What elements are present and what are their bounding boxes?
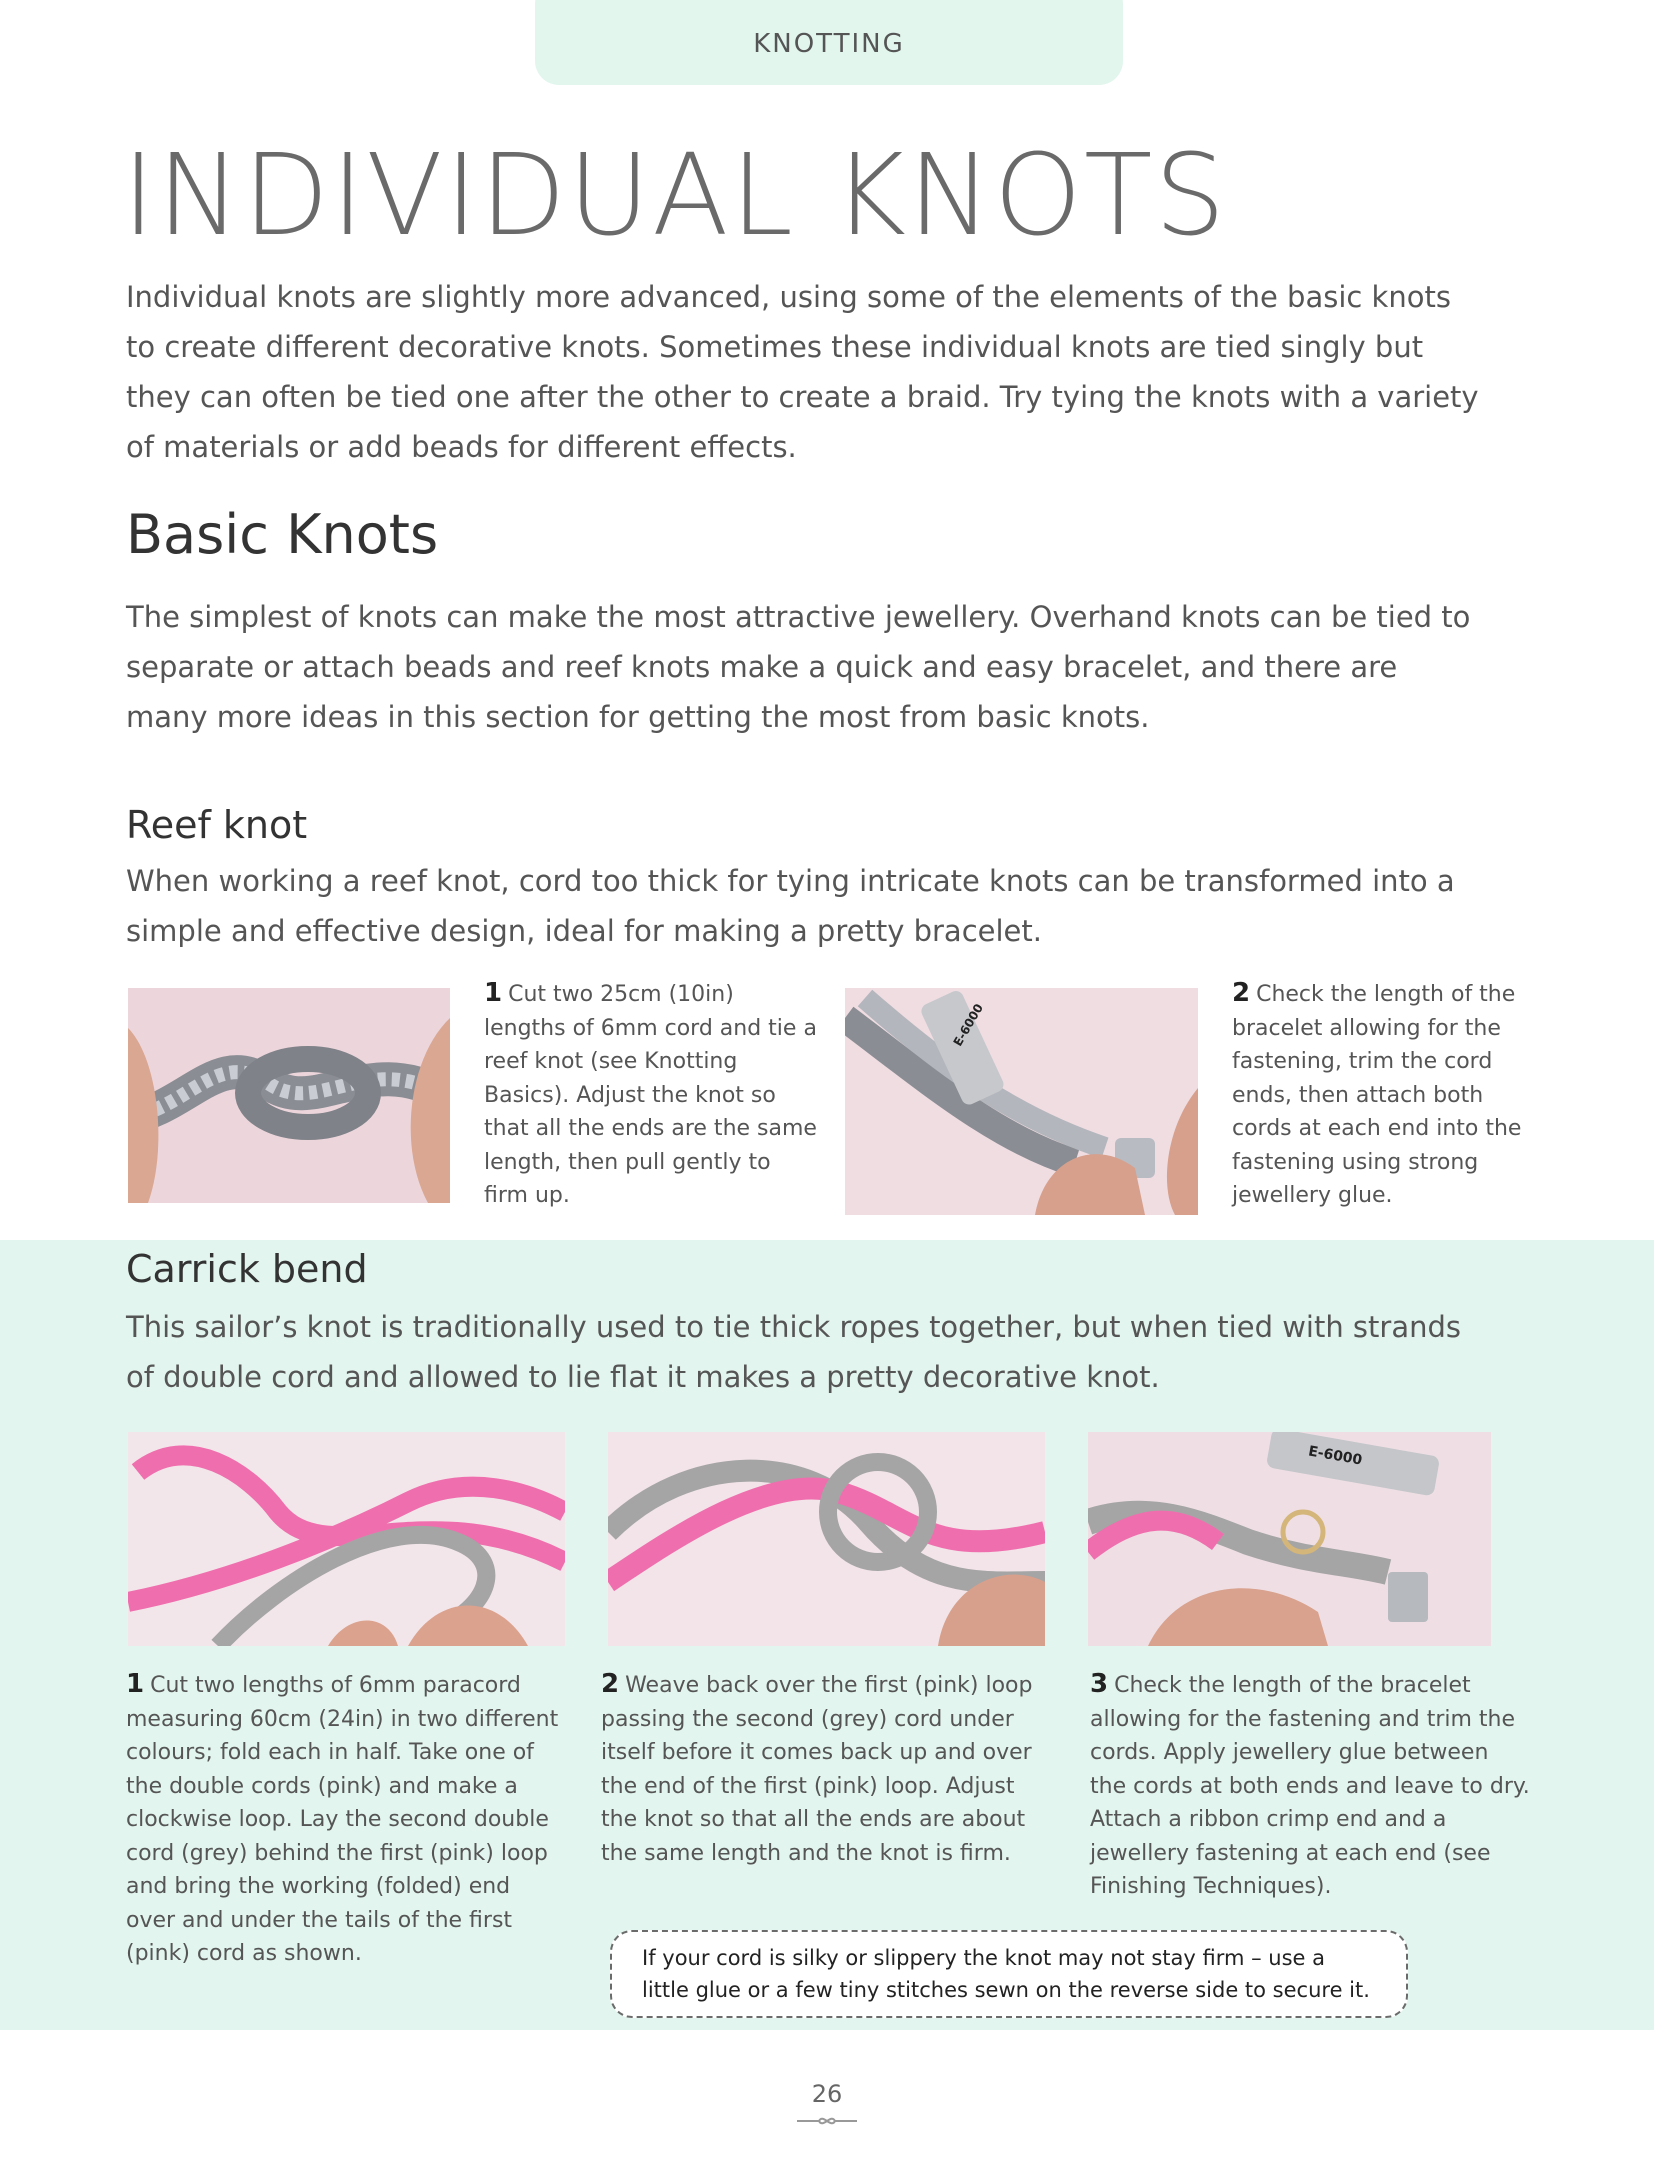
step-number: 3 xyxy=(1090,1669,1109,1699)
basic-knots-paragraph: The simplest of knots can make the most attractive jewellery. Overhand knots can be tied to separate or attach beads and reef knots make a quick and easy bracelet, and there are many more ideas in this section for getting the most from basic knots. xyxy=(126,600,1471,734)
carrick-step-2-photo xyxy=(608,1432,1045,1646)
step-number: 1 xyxy=(126,1669,145,1699)
reef-step-2-text: 2 Check the length of the bracelet allowing for the fastening, trim the cord ends, then attach both cords at each end into the fastening using strong jewellery glue. xyxy=(1232,978,1522,1208)
intro-paragraph: Individual knots are slightly more advanced, using some of the elements of the basic knots to create different decorative knots. Sometimes these individual knots are tied singly but they can often be tied one after the other to create a braid. Try tying the knots with a variety of materials or add beads for different effects. xyxy=(126,280,1479,464)
carrick-bend-heading: Carrick bend xyxy=(126,1247,368,1291)
glue-label: E-6000 xyxy=(1307,1443,1364,1469)
carrick-step-1-photo xyxy=(128,1432,565,1646)
reef-knot-heading: Reef knot xyxy=(126,803,308,847)
step-number: 1 xyxy=(484,978,503,1008)
reef-step-1-photo xyxy=(128,988,450,1203)
reef-step-2-photo xyxy=(845,988,1198,1215)
knot-ornament-icon xyxy=(797,2113,857,2129)
carrick-step-2-text: 2 Weave back over the first (pink) loop passing the second (grey) cord under itself before it comes back up and over the end of the first (pink) loop. Adjust the knot so that all the ends are about the same length and the knot is firm. xyxy=(601,1669,1033,1866)
page-number: 26 xyxy=(811,2080,843,2108)
basic-knots-heading: Basic Knots xyxy=(126,503,439,566)
step-number: 2 xyxy=(1232,978,1251,1008)
carrick-bend-paragraph: This sailor’s knot is traditionally used to tie thick ropes together, but when tied with strands of double cord and allowed to lie flat it makes a pretty decorative knot. xyxy=(126,1310,1462,1394)
page-title: INDIVIDUAL KNOTS xyxy=(122,131,1228,261)
step-number: 2 xyxy=(601,1669,620,1699)
section-tab xyxy=(535,0,1123,85)
carrick-step-3-photo xyxy=(1088,1432,1491,1646)
carrick-step-3-text: 3 Check the length of the bracelet allowing for the fastening and trim the cords. Apply jewellery glue between the cords at both ends and leave to dry. Attach a ribbon crimp end and a jewellery fastening at each end (see Finishing Techniques). xyxy=(1090,1669,1530,1899)
section-label: KNOTTING xyxy=(753,29,905,59)
reef-step-1-text: 1 Cut two 25cm (10in) lengths of 6mm cord and tie a reef knot (see Knotting Basics). Adjust the knot so that all the ends are the same length, then pull gently to firm up. xyxy=(484,978,817,1208)
carrick-step-1-text: 1 Cut two lengths of 6mm paracord measuring 60cm (24in) in two different colours; fold each in half. Take one of the double cords (pink) and make a clockwise loop. Lay the second double cord (grey) behind the first (pink) loop and bring the working (folded) end over and under the tails of the first (pink) cord as shown. xyxy=(126,1669,559,1966)
reef-knot-paragraph: When working a reef knot, cord too thick for tying intricate knots can be transformed into a simple and effective design, ideal for making a pretty bracelet. xyxy=(126,864,1455,948)
glue-label: E-6000 xyxy=(950,1001,986,1049)
tip-box: If your cord is silky or slippery the knot may not stay firm – use a little glue or a few tiny stitches sewn on the reverse side to secure it. xyxy=(610,1930,1408,2018)
